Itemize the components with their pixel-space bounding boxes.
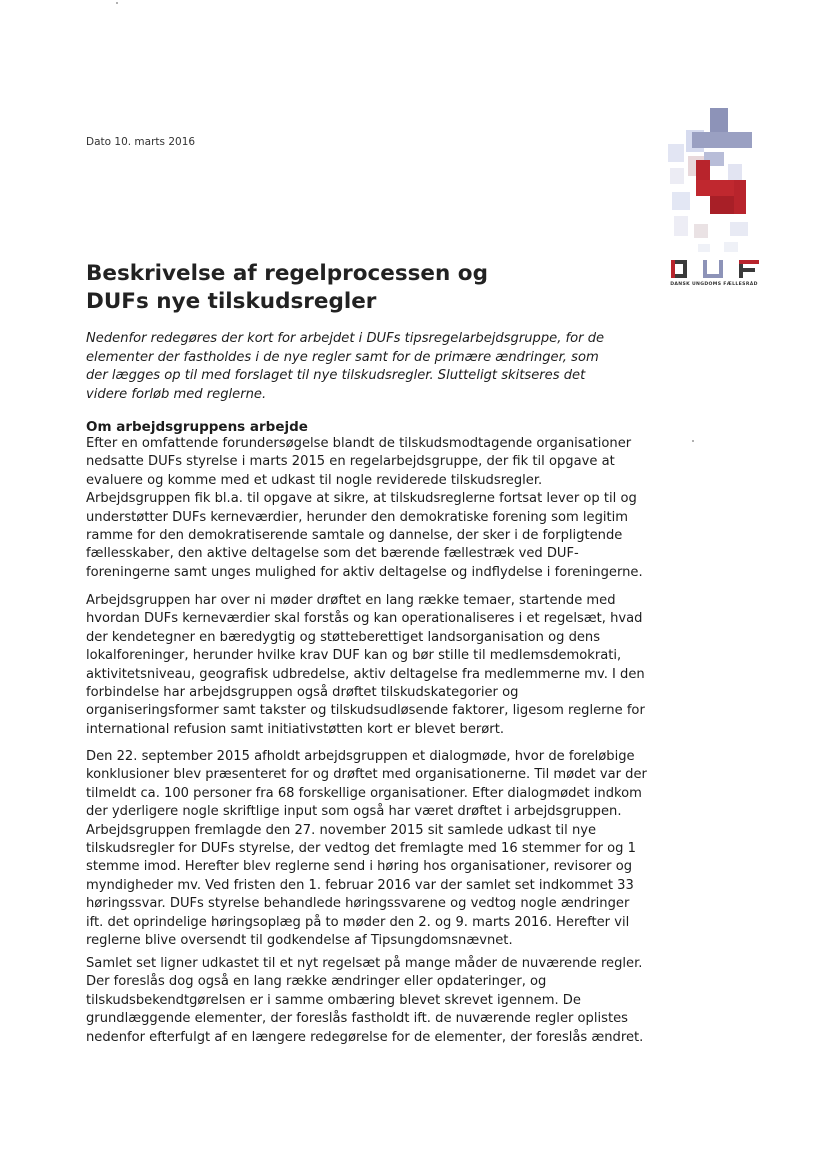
scan-speck	[116, 2, 118, 4]
logo-tile	[698, 244, 710, 252]
paragraph-line: Arbejdsgruppen fremlagde den 27. november 2015 sit samlede udkast til nye	[86, 822, 597, 838]
intro-line: Nedenfor redegøres der kort for arbejdet i DUFs tipsregelarbejdsgruppe, for de	[86, 331, 605, 346]
paragraph-line: organiseringsformer samt takster og tilskudsudløsende faktorer, ligesom reglerne for	[86, 703, 645, 719]
document-date: Dato 10. marts 2016	[86, 136, 196, 148]
logo-red-right	[734, 180, 746, 214]
paragraph-line: Den 22. september 2015 afholdt arbejdsgruppen et dialogmøde, hvor de foreløbige	[86, 749, 635, 764]
paragraph-line: understøtter DUFs kerneværdier, herunder den demokratiske forening som legitim	[86, 509, 629, 525]
logo-tile	[674, 216, 688, 236]
wordmark-letter-u	[703, 260, 723, 278]
paragraph-line: høringssvar. DUFs styrelse behandlede høringssvarene og vedtog nogle ændringer	[86, 896, 630, 912]
paragraph-line: myndigheder mv. Ved fristen den 1. februar 2016 var der samlet set indkommet 33	[86, 877, 634, 893]
paragraph-line: der kendetegner en bæredygtig og støtteberettiget landsorganisation og dens	[86, 629, 601, 645]
section-heading: Om arbejdsgruppens arbejde	[86, 419, 308, 435]
logo-tile	[724, 242, 738, 252]
paragraph-line: Der foreslås dog også en lang række ændringer eller opdateringer, og	[86, 974, 547, 990]
title-line: DUFs nye tilskudsregler	[86, 289, 377, 314]
wordmark-d-accent	[671, 260, 675, 278]
paragraph-line: ift. det oprindelige høringsoplæg på to møder den 2. og 9. marts 2016. Herefter vil	[86, 914, 630, 930]
paragraph-line: fællesskaber, den aktive deltagelse som det bærende fællestræk ved DUF-	[86, 546, 579, 562]
scan-speck	[692, 440, 694, 442]
document-title	[86, 260, 606, 316]
paragraph-line: foreningerne samt unges mulighed for aktiv deltagelse og indflydelse i foreningerne.	[86, 564, 643, 580]
paragraph-line: tilskudsbekendtgørelsen er i samme ombæring blevet skrevet igennem. De	[86, 992, 581, 1008]
paragraph-line: tilskudsregler for DUFs styrelse, der vedtog det fremlagte med 16 stemmer for og 1	[86, 841, 636, 857]
paragraph-line: reglerne blive oversendt til godkendelse af Tipsungdomsnævnet.	[86, 933, 513, 949]
logo-tile	[670, 168, 684, 184]
paragraph-line: aktivitetsniveau, geografisk udbredelse, aktiv deltagelse fra medlemmerne mv. I den	[86, 666, 645, 682]
paragraph-line: tilmeldt ca. 100 personer fra 68 forskellige organisationer. Efter dialogmødet indkom	[86, 785, 642, 801]
paragraph-line: Arbejdsgruppen fik bl.a. til opgave at sikre, at tilskudsreglerne fortsat lever op til og	[86, 491, 637, 507]
logo-tile	[730, 222, 748, 236]
body-paragraph-3	[86, 748, 676, 950]
paragraph-line: grundlæggende elementer, der foreslås fastholdt ift. de nuværende regler oplistes	[86, 1011, 628, 1027]
intro-line: videre forløb med reglerne.	[86, 386, 267, 402]
title-line: Beskrivelse af regelprocessen og	[86, 261, 488, 286]
paragraph-line: evaluere og komme med et udkast til nogle reviderede tilskudsregler.	[86, 472, 543, 488]
body-paragraph-4	[86, 955, 676, 1047]
intro-paragraph	[86, 330, 666, 404]
paragraph-line: forbindelse har arbejdsgruppen også drøftet tilskudskategorier og	[86, 685, 519, 701]
body-paragraph-2	[86, 592, 676, 739]
paragraph-line: ramme for den demokratiserende samtale og dannelse, der sker i de forpligtende	[86, 528, 623, 544]
logo-tile	[694, 224, 708, 238]
paragraph-line: Samlet set ligner udkastet til et nyt regelsæt på mange måder de nuværende regler.	[86, 956, 643, 971]
paragraph-line: international refusion samt initiativstøtten kort er blevet berørt.	[86, 721, 504, 737]
paragraph-line: der yderligere nogle skriftlige input som også har været drøftet i arbejdsgruppen.	[86, 804, 622, 820]
paragraph-line: Efter en omfattende forundersøgelse blandt de tilskudsmodtagende organisationer	[86, 436, 632, 451]
logo-red-base	[710, 196, 734, 214]
logo-tile	[668, 144, 684, 162]
paragraph-line: nedenfor efterfulgt af en længere redegørelse for de elementer, der foreslås ændret.	[86, 1029, 644, 1045]
intro-line: der lægges op til med forslaget til nye tilskudsregler. Slutteligt skitseres det	[86, 368, 586, 383]
logo-subtitle: DANSK UNGDOMS FÆLLESRÅD	[670, 282, 758, 287]
logo-tile	[672, 192, 690, 210]
paragraph-line: lokalforeninger, herunder hvilke krav DUF kan og bør stille til medlemsdemokrati,	[86, 648, 622, 664]
paragraph-line: hvordan DUFs kerneværdier skal forstås og kan operationaliseres i et regelsæt, hvad	[86, 611, 643, 627]
paragraph-line: konklusioner blev præsenteret for og drøftet med organisationerne. Til mødet var der	[86, 767, 647, 783]
body-paragraph-1	[86, 435, 676, 582]
duf-wordmark-logo	[669, 258, 761, 280]
paragraph-line: nedsatte DUFs styrelse i marts 2015 en regelarbejdsgruppe, der fik til opgave at	[86, 454, 615, 470]
paragraph-line: stemme imod. Herefter blev reglerne send i høring hos organisationer, revisorer og	[86, 859, 633, 875]
intro-line: elementer der fastholdes i de nye regler samt for de primære ændringer, som	[86, 349, 599, 365]
logo-tile	[728, 164, 742, 180]
paragraph-line: Arbejdsgruppen har over ni møder drøftet en lang række temaer, startende med	[86, 593, 616, 608]
wordmark-f-accent	[739, 260, 759, 264]
logo-cross-horizontal	[692, 132, 752, 148]
